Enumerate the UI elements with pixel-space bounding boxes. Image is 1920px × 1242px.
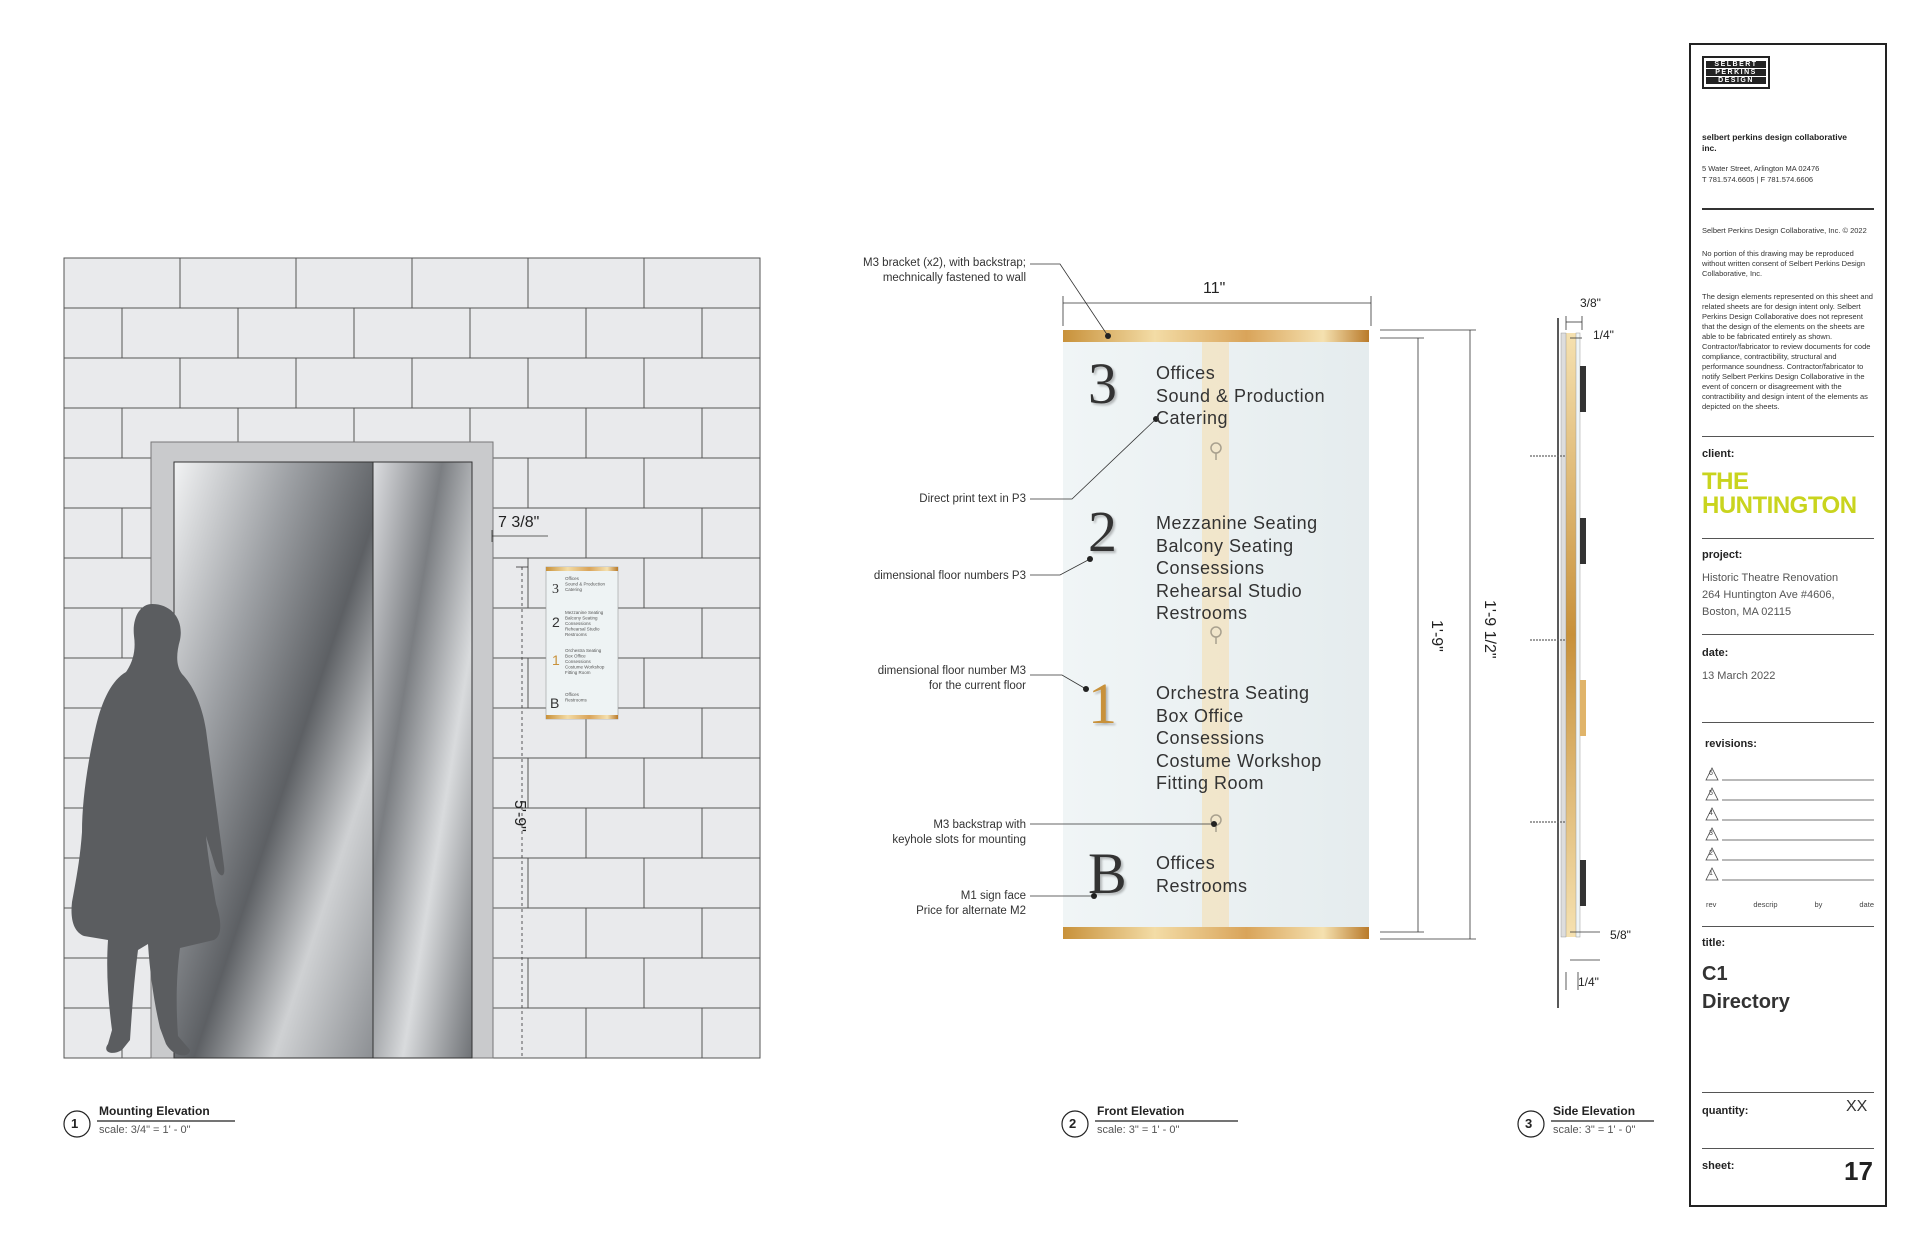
quantity-label: quantity: bbox=[1702, 1105, 1749, 1117]
divider bbox=[1702, 436, 1874, 437]
height-outer-dim: 1'-9 1/2" bbox=[1481, 600, 1498, 659]
mini-sign-text: Restrooms bbox=[565, 632, 587, 637]
project-label: project: bbox=[1702, 549, 1743, 561]
directory-item: Restrooms bbox=[1156, 603, 1248, 623]
directory-item: Catering bbox=[1156, 408, 1229, 428]
side-depth-dim: 3/8" bbox=[1580, 296, 1601, 310]
notice-1: No portion of this drawing may be reproduced without written consent of Selbert Perkins Design Collaborative, Inc. bbox=[1702, 249, 1865, 278]
view-1-scale: scale: 3/4" = 1' - 0" bbox=[99, 1124, 191, 1136]
callout-line: dimensional floor number M3 bbox=[877, 665, 1026, 677]
mount-offset-dim: 7 3/8" bbox=[498, 514, 540, 531]
mini-sign-text: Box Office bbox=[565, 653, 586, 659]
callout-line: keyhole slots for mounting bbox=[892, 834, 1026, 846]
view-markers bbox=[64, 1111, 1654, 1137]
revision-mark: 3 bbox=[1709, 830, 1713, 837]
width-dim: 11" bbox=[1203, 280, 1226, 297]
directory-item: Box Office bbox=[1156, 705, 1244, 726]
firm-phone: T 781.574.6605 | F 781.574.6606 bbox=[1702, 175, 1814, 184]
floor-number: 2 bbox=[1088, 499, 1117, 564]
revisions-label: revisions: bbox=[1705, 738, 1757, 750]
directory-item: Consessions bbox=[1156, 558, 1265, 578]
callout-line: Price for alternate M2 bbox=[916, 905, 1026, 917]
view-3-number: 3 bbox=[1525, 1116, 1533, 1131]
callout-dim-current bbox=[878, 664, 1026, 694]
height-inner-dim: 1'-9" bbox=[1428, 620, 1445, 652]
directory-item: Fitting Room bbox=[1156, 773, 1265, 793]
divider bbox=[1702, 538, 1874, 539]
revision-mark: 5 bbox=[1709, 790, 1713, 797]
date-label: date: bbox=[1702, 647, 1729, 659]
mini-sign-text: Costume Workshop bbox=[565, 664, 605, 670]
side-bottom-dim: 5/8" bbox=[1610, 928, 1631, 942]
callout-line: Direct print text in P3 bbox=[919, 493, 1026, 505]
view-2-scale: scale: 3" = 1' - 0" bbox=[1097, 1124, 1180, 1136]
sheet-label: sheet: bbox=[1702, 1160, 1735, 1172]
mini-sign-text: Offices bbox=[565, 692, 579, 697]
mini-sign-text: Orchestra Seating bbox=[565, 648, 602, 653]
side-elevation bbox=[1530, 316, 1600, 1008]
mounted-sign bbox=[546, 567, 618, 719]
divider bbox=[1702, 722, 1874, 723]
callout-line: M3 bracket (x2), with backstrap; bbox=[863, 257, 1026, 269]
notice-2: The design elements represented on this sheet and related sheets are for design intent only. Selbert Perkins Design Collaborative does not represent that the design of the elements on the sheets are able to be fabricated entirely as shown. Contractor/fabricator to review documents for code compliance, contractibility, structural and performance soundness. Contractor/fabricator to notify Selbert Perkins Design Collaborative in the event of concern or disagreement with the contractibility and design intent of the elements as depicted on the sheets. bbox=[1702, 292, 1873, 411]
mount-height-dim: 5'-9" bbox=[511, 800, 528, 832]
firm-address: 5 Water Street, Arlington MA 02476 bbox=[1702, 164, 1820, 173]
divider bbox=[1702, 1148, 1874, 1149]
view-3-title: Side Elevation bbox=[1553, 1104, 1636, 1118]
svg-text:1: 1 bbox=[552, 652, 560, 668]
firm-name: selbert perkins design collaborative inc. bbox=[1702, 132, 1848, 153]
revision-mark: 2 bbox=[1709, 850, 1713, 857]
mini-sign-text: Sound & Production bbox=[565, 581, 606, 587]
sheet-title: C1 Directory bbox=[1702, 963, 1790, 1013]
mini-sign-text: Consessions bbox=[565, 621, 591, 626]
callout-dim-numbers bbox=[874, 569, 1026, 584]
copyright: Selbert Perkins Design Collaborative, Inc. © 2022 bbox=[1702, 226, 1867, 235]
mini-sign-text: Balcony Seating bbox=[565, 615, 598, 621]
svg-text:3: 3 bbox=[552, 582, 559, 597]
side-top-dim: 1/4" bbox=[1593, 328, 1614, 342]
sheet-number: 17 bbox=[1844, 1156, 1873, 1186]
directory-item: Consessions bbox=[1156, 728, 1265, 748]
divider bbox=[1702, 1092, 1874, 1093]
mini-sign-text: Fitting Room bbox=[565, 670, 591, 675]
date-value: 13 March 2022 bbox=[1702, 670, 1776, 682]
view-2-number: 2 bbox=[1069, 1116, 1077, 1131]
directory-item: Rehearsal Studio bbox=[1156, 580, 1303, 601]
revision-mark: 6 bbox=[1709, 770, 1713, 777]
callout-line: for the current floor bbox=[928, 680, 1026, 692]
directory-item: Orchestra Seating bbox=[1156, 683, 1310, 703]
floor-number: B bbox=[1088, 841, 1127, 906]
project-details: Historic Theatre Renovation 264 Huntington Ave #4606, Boston, MA 02115 bbox=[1702, 572, 1839, 618]
divider bbox=[1702, 208, 1874, 210]
quantity-value: XX bbox=[1846, 1098, 1868, 1115]
mini-sign-text: Catering bbox=[565, 587, 583, 592]
view-2-title: Front Elevation bbox=[1097, 1104, 1185, 1118]
callout-line: M3 backstrap with bbox=[933, 819, 1026, 831]
view-3-scale: scale: 3" = 1' - 0" bbox=[1553, 1124, 1636, 1136]
mini-sign-text: Mezzanine Seating bbox=[565, 610, 604, 615]
revision-rows bbox=[1706, 768, 1874, 880]
view-1-title: Mounting Elevation bbox=[99, 1104, 210, 1118]
floor-number: 1 bbox=[1088, 671, 1117, 736]
callout-line: dimensional floor numbers P3 bbox=[873, 570, 1026, 582]
title-label: title: bbox=[1702, 937, 1726, 949]
divider bbox=[1702, 926, 1874, 927]
directory-item: Mezzanine Seating bbox=[1156, 513, 1318, 533]
view-1-number: 1 bbox=[71, 1116, 79, 1131]
revision-mark: 4 bbox=[1709, 810, 1713, 817]
callout-sign-face bbox=[916, 889, 1026, 919]
width-dimension bbox=[1063, 296, 1371, 326]
directory-item: Restrooms bbox=[1156, 875, 1248, 896]
wall-fasteners bbox=[1530, 456, 1566, 822]
title-block-border bbox=[1690, 44, 1886, 1206]
directory-item: Offices bbox=[1156, 363, 1216, 383]
callout-direct-print bbox=[919, 492, 1026, 507]
firm-logo: SELBERT PERKINS DESIGN bbox=[1702, 56, 1770, 89]
divider bbox=[1702, 634, 1874, 635]
callout-bracket bbox=[863, 256, 1026, 286]
side-bottom2-dim: 1/4" bbox=[1578, 975, 1599, 989]
client-logo: THE HUNTINGTON bbox=[1702, 468, 1857, 519]
floor-number: 3 bbox=[1088, 351, 1117, 416]
client-label: client: bbox=[1702, 448, 1735, 460]
directory-item: Balcony Seating bbox=[1156, 535, 1294, 556]
mini-sign-text: Consessions bbox=[565, 659, 591, 664]
svg-text:2: 2 bbox=[552, 614, 560, 630]
callout-line: mechnically fastened to wall bbox=[882, 272, 1026, 284]
mini-sign-text: Offices bbox=[565, 576, 579, 581]
directory-item: Sound & Production bbox=[1156, 385, 1326, 406]
mini-sign-text: Restrooms bbox=[565, 697, 587, 703]
directory-item: Costume Workshop bbox=[1156, 750, 1322, 771]
svg-text:B: B bbox=[550, 695, 560, 711]
callout-backstrap bbox=[892, 818, 1026, 848]
revision-columns: rev descrip by date bbox=[1706, 900, 1874, 909]
revision-mark: 1 bbox=[1709, 870, 1713, 877]
directory-item: Offices bbox=[1156, 853, 1216, 873]
callout-line: M1 sign face bbox=[960, 890, 1026, 902]
mini-sign-text: Rehearsal Studio bbox=[565, 626, 600, 632]
